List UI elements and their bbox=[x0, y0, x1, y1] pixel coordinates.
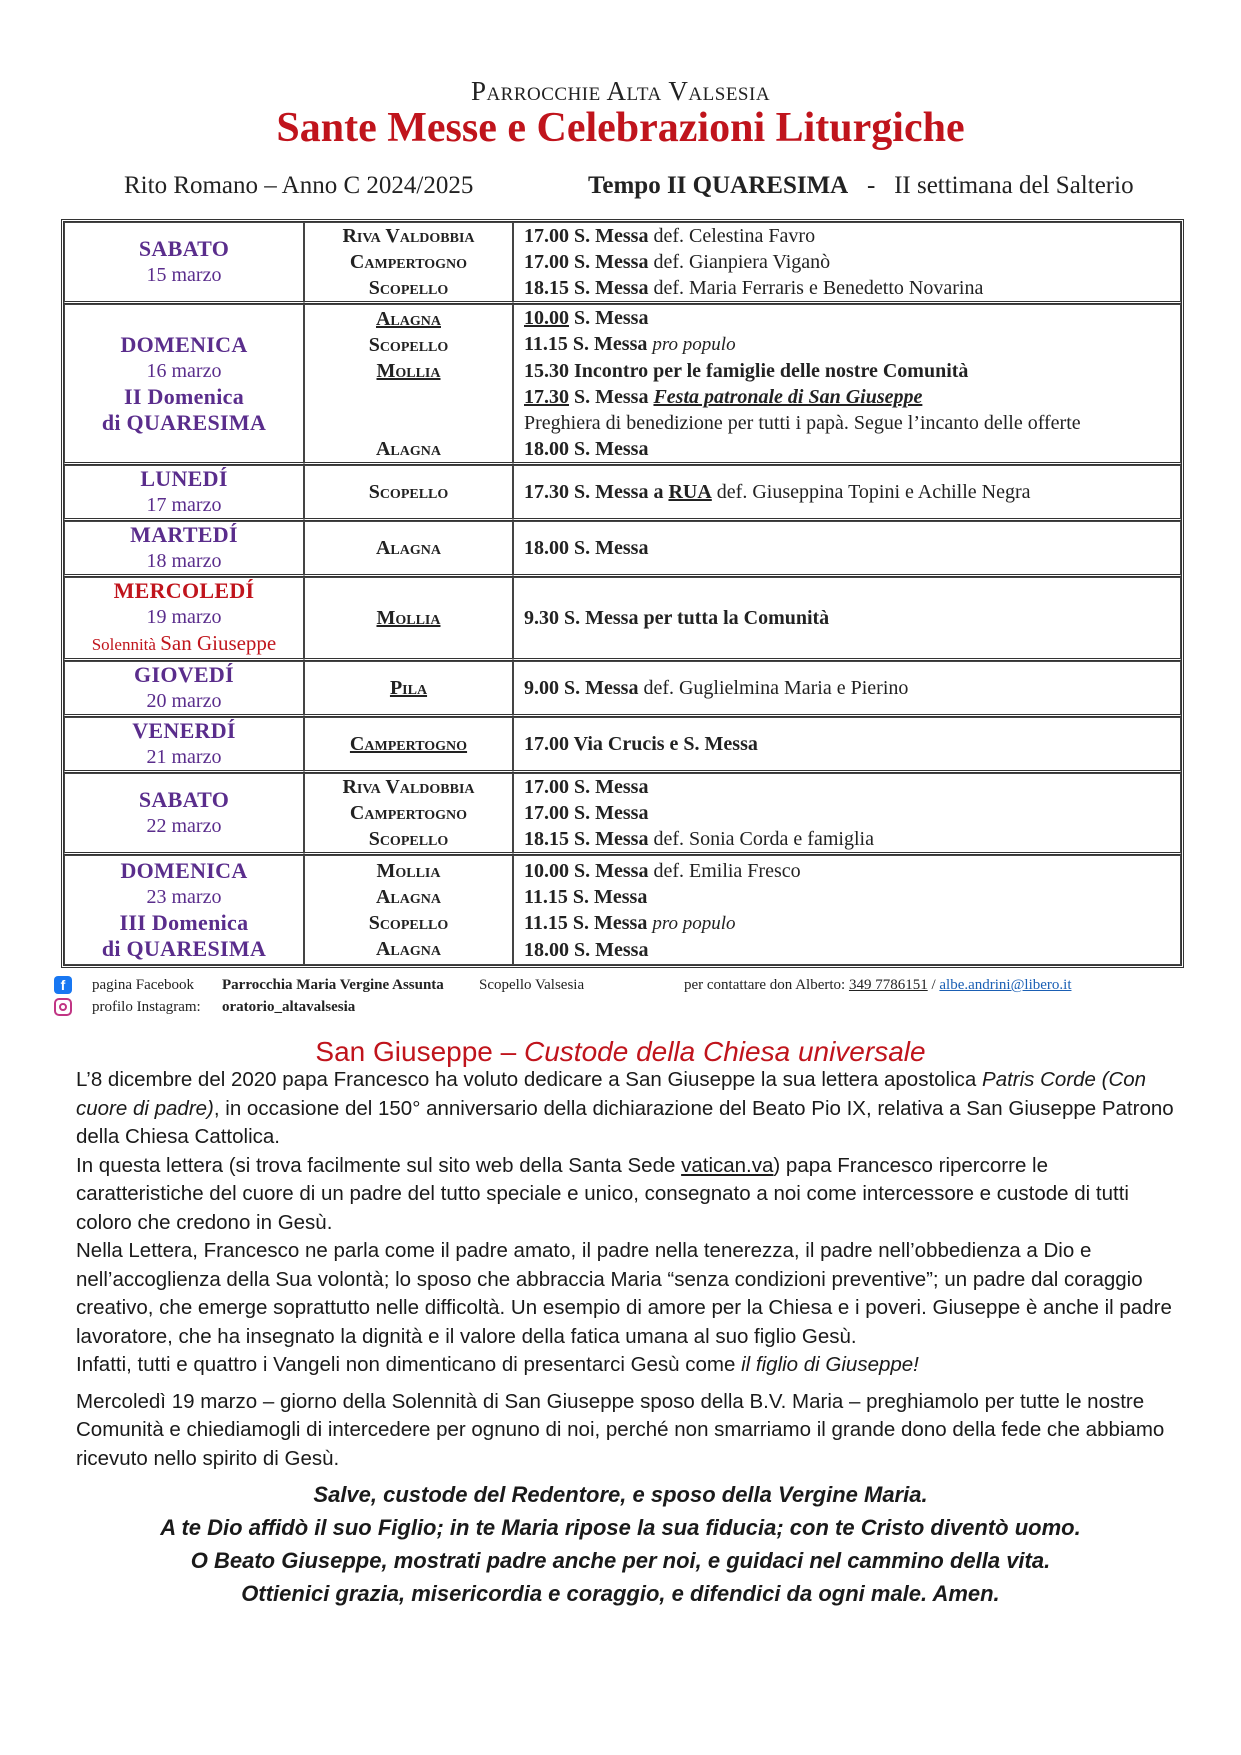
emphasis-text: il figlio di Giuseppe! bbox=[741, 1353, 919, 1376]
day-cell bbox=[64, 661, 304, 717]
schedule-row-sun16 bbox=[64, 304, 1181, 465]
event-line bbox=[524, 774, 1180, 800]
place-cell bbox=[304, 773, 513, 855]
event-line bbox=[524, 800, 1180, 826]
place: Mollia bbox=[376, 607, 441, 629]
place-cell bbox=[304, 577, 513, 661]
event-line bbox=[524, 910, 1180, 937]
place: Alagna bbox=[375, 938, 441, 960]
schedule-row-sat22 bbox=[64, 773, 1181, 855]
event-text: Preghiera di benedizione per tutti i papà. Segue l’incanto delle offerte bbox=[524, 412, 1081, 434]
instagram-label: profilo Instagram: bbox=[92, 999, 201, 1015]
event-note: Festa patronale di San Giuseppe bbox=[653, 386, 923, 408]
article-paragraph bbox=[76, 1237, 1176, 1380]
event-line bbox=[524, 858, 1180, 884]
event-title: 10.00 S. Messa bbox=[524, 859, 649, 882]
event-title: S. Messa bbox=[572, 333, 648, 355]
place: Scopello bbox=[368, 912, 449, 934]
event-text: 17.00 S. Messa bbox=[524, 802, 649, 824]
article-title-sub: Custode della Chiesa universale bbox=[524, 1036, 926, 1067]
facebook-icon[interactable]: f bbox=[54, 976, 72, 994]
event-line bbox=[524, 436, 1180, 462]
schedule-row-tue18 bbox=[64, 521, 1181, 577]
day-name: VENERDÍ bbox=[132, 718, 236, 743]
place-cell bbox=[304, 661, 513, 717]
place: Riva Valdobbia bbox=[342, 225, 475, 247]
event-title: 11.15 S. Messa bbox=[524, 911, 648, 934]
facebook-label: pagina Facebook bbox=[92, 977, 195, 993]
place: Campertogno bbox=[349, 733, 468, 755]
day-name: MERCOLEDÍ bbox=[113, 578, 255, 603]
vatican-link[interactable]: vatican.va bbox=[681, 1153, 774, 1177]
event-text: 18.00 S. Messa bbox=[524, 537, 649, 559]
place: Scopello bbox=[368, 481, 449, 503]
paragraph-text: Infatti, tutti e quattro i Vangeli non dimenticano di presentarci Gesù come bbox=[76, 1353, 736, 1376]
day-cell bbox=[64, 521, 304, 577]
prayer-block bbox=[0, 1478, 1241, 1610]
events-cell bbox=[513, 855, 1181, 965]
place: Campertogno bbox=[349, 802, 468, 824]
day-cell bbox=[64, 304, 304, 465]
event-note: def. Gianpiera Viganò bbox=[653, 251, 831, 273]
place-cell bbox=[304, 465, 513, 521]
event-line bbox=[524, 331, 1180, 358]
event-line bbox=[524, 479, 1180, 505]
contact-separator: / bbox=[931, 977, 936, 993]
event-line bbox=[524, 884, 1180, 910]
facebook-page-name[interactable]: Parrocchia Maria Vergine Assunta bbox=[222, 977, 444, 993]
event-time: 18.15 bbox=[524, 277, 569, 299]
event-line bbox=[524, 223, 1180, 249]
place: Scopello bbox=[368, 828, 449, 850]
event-time: 10.00 bbox=[524, 307, 569, 329]
event-line bbox=[524, 605, 1180, 631]
place: Alagna bbox=[375, 886, 441, 908]
event-location: RUA bbox=[668, 481, 712, 503]
place: Alagna bbox=[375, 437, 441, 460]
instagram-handle[interactable]: oratorio_altavalsesia bbox=[222, 999, 356, 1015]
events-cell bbox=[513, 304, 1181, 465]
day-cell bbox=[64, 465, 304, 521]
event-note: def. Giuseppina Topini e Achille Negra bbox=[716, 481, 1031, 503]
event-line bbox=[524, 937, 1180, 963]
day-cell bbox=[64, 577, 304, 661]
paragraph-text: In questa lettera (si trova facilmente sul sito web della Santa Sede bbox=[76, 1153, 676, 1177]
day-date: 18 marzo bbox=[146, 550, 222, 572]
event-note: def. Guglielmina Maria e Pierino bbox=[643, 677, 909, 699]
prayer-line: Salve, custode del Redentore, e sposo della Vergine Maria. bbox=[313, 1482, 928, 1507]
place: Scopello bbox=[368, 333, 449, 356]
events-cell bbox=[513, 577, 1181, 661]
events-cell bbox=[513, 222, 1181, 304]
events-cell bbox=[513, 465, 1181, 521]
events-cell bbox=[513, 521, 1181, 577]
schedule-row-fri21 bbox=[64, 717, 1181, 773]
facebook-row bbox=[54, 974, 1184, 996]
day-name: GIOVEDÍ bbox=[134, 662, 234, 687]
event-line bbox=[524, 535, 1180, 561]
day-date: 22 marzo bbox=[146, 815, 222, 837]
article-body bbox=[76, 1066, 1176, 1473]
event-time: 11.15 bbox=[524, 333, 568, 355]
event-time: 17.00 bbox=[524, 225, 569, 247]
day-name: DOMENICA bbox=[120, 858, 248, 883]
day-date: 21 marzo bbox=[146, 746, 222, 768]
day-cell bbox=[64, 717, 304, 773]
event-title: 18.15 S. Messa bbox=[524, 828, 649, 850]
article-paragraph: Mercoledì 19 marzo – giorno della Solennità di San Giuseppe sposo della B.V. Maria – preghiamolo per tutte le nostre Comunità e chiediamogli di intercedere per ognuno di noi, perché non smarriamo il grande dono della fede che abbiamo ricevuto nello spirito di Gesù. bbox=[76, 1389, 1165, 1470]
place-cell bbox=[304, 222, 513, 304]
contact-footer bbox=[54, 974, 1184, 1018]
event-note: pro populo bbox=[652, 334, 736, 355]
contact-label: per contattare don Alberto: bbox=[684, 977, 846, 993]
day-name: LUNEDÍ bbox=[140, 466, 228, 491]
instagram-icon[interactable] bbox=[54, 998, 72, 1016]
day-cell bbox=[64, 222, 304, 304]
instagram-row bbox=[54, 996, 1184, 1018]
event-time: 18.00 bbox=[524, 438, 569, 460]
event-line bbox=[524, 384, 1180, 410]
day-date: 17 marzo bbox=[146, 494, 222, 516]
day-name: SABATO bbox=[138, 787, 230, 812]
event-text: 18.00 S. Messa bbox=[524, 938, 649, 961]
liturgical-day: II Domenica bbox=[123, 383, 244, 409]
paragraph-text: Nella Lettera, Francesco ne parla come il padre amato, il padre nella tenerezza, il padre nell’obbedienza a Dio e nell’accoglienza della Sua volontà; lo sposo che abbraccia Maria “senza condizioni preventive”; un padre dal coraggio creativo, che emerge soprattutto nelle difficoltà. Un esempio di amore per la Chiesa e i poveri. Giuseppe è anche il padre lavoratore, che ha insegnato la dignità e il valore della fatica umana al suo figlio Gesù. bbox=[76, 1239, 1172, 1348]
liturgical-season-line bbox=[588, 172, 1134, 200]
events-cell bbox=[513, 717, 1181, 773]
prayer-line: A te Dio affidò il suo Figlio; in te Maria ripose la sua fiducia; con te Cristo diventò uomo. bbox=[160, 1515, 1081, 1540]
place: Pila bbox=[389, 677, 428, 699]
event-line bbox=[524, 249, 1180, 275]
day-cell bbox=[64, 773, 304, 855]
day-date: 23 marzo bbox=[146, 886, 222, 908]
event-title: S. Messa bbox=[574, 225, 649, 247]
place-cell bbox=[304, 521, 513, 577]
season-dash: - bbox=[866, 172, 876, 199]
event-title: S. Messa bbox=[574, 277, 649, 299]
day-date: 20 marzo bbox=[146, 690, 222, 712]
prayer-line: Ottienici grazia, misericordia e coraggio, e difendici da ogni male. Amen. bbox=[241, 1581, 1000, 1606]
phone-number[interactable]: 349 7786151 bbox=[848, 977, 928, 993]
event-note: def. Emilia Fresco bbox=[653, 859, 801, 882]
event-line bbox=[524, 275, 1180, 301]
event-line bbox=[524, 731, 1180, 757]
liturgical-season: di QUARESIMA bbox=[101, 936, 267, 961]
place: Scopello bbox=[368, 277, 449, 299]
event-text: 17.00 Via Crucis e S. Messa bbox=[524, 733, 758, 755]
event-note: def. Maria Ferraris e Benedetto Novarina bbox=[653, 277, 984, 299]
paragraph-text: , in occasione del 150° anniversario della dichiarazione del Beato Pio IX, relativa a San Giuseppe Patrono della Chiesa Cattolica. bbox=[76, 1096, 1174, 1148]
parish-kicker: Parrocchie Alta Valsesia bbox=[470, 76, 771, 106]
contact-info bbox=[684, 977, 1071, 994]
day-cell bbox=[64, 855, 304, 965]
rite-year: Rito Romano – Anno C 2024/2025 bbox=[124, 172, 474, 199]
event-line bbox=[524, 675, 1180, 701]
schedule-row-mon17 bbox=[64, 465, 1181, 521]
place: Riva Valdobbia bbox=[342, 776, 475, 798]
event-title: S. Messa bbox=[574, 438, 649, 460]
paragraph-text: L’8 dicembre del 2020 papa Francesco ha voluto dedicare a San Giuseppe la sua lettera apostolica bbox=[76, 1068, 977, 1091]
article-title-main: San Giuseppe – bbox=[315, 1036, 517, 1067]
event-title: 17.30 S. Messa a bbox=[524, 481, 664, 503]
psalter-week: II settimana del Salterio bbox=[894, 172, 1134, 199]
event-title: 9.00 S. Messa bbox=[524, 677, 639, 699]
email-link[interactable]: albe.andrini@libero.it bbox=[939, 977, 1072, 993]
letter-title: Patris Corde (Con cuore di padre) bbox=[76, 1068, 1147, 1120]
solemnity-saint: San Giuseppe bbox=[160, 631, 277, 655]
article-paragraph bbox=[76, 1066, 1176, 1152]
place: Alagna bbox=[375, 537, 441, 559]
event-line bbox=[524, 826, 1180, 852]
schedule-row-sun23 bbox=[64, 855, 1181, 965]
event-text: 9.30 S. Messa per tutta la Comunità bbox=[524, 607, 830, 629]
event-note: def. Celestina Favro bbox=[653, 225, 816, 247]
place: Campertogno bbox=[349, 251, 468, 273]
article-paragraph bbox=[76, 1152, 1176, 1238]
paragraph-text: ) papa Francesco ripercorre le caratteristiche del cuore di un padre del tutto speciale e unico, consegnato a noi come intercessore e custode di tutti coloro che credono in Gesù. bbox=[76, 1153, 1129, 1234]
event-line bbox=[524, 358, 1180, 384]
place-cell bbox=[304, 717, 513, 773]
event-line bbox=[524, 305, 1180, 331]
event-note: def. Sonia Corda e famiglia bbox=[653, 828, 874, 850]
event-time: 17.00 bbox=[524, 251, 569, 273]
events-cell bbox=[513, 661, 1181, 717]
schedule-row-thu20 bbox=[64, 661, 1181, 717]
page-title: Sante Messe e Celebrazioni Liturgiche bbox=[276, 105, 965, 151]
event-text: 11.15 S. Messa bbox=[524, 885, 648, 908]
place-spacer bbox=[305, 384, 512, 436]
day-name: MARTEDÍ bbox=[130, 522, 238, 547]
solemnity-label bbox=[65, 630, 303, 658]
prayer-line: O Beato Giuseppe, mostrati padre anche per noi, e guidaci nel cammino della vita. bbox=[190, 1548, 1051, 1573]
article-title bbox=[0, 1036, 1241, 1068]
solemnity-word: Solennità bbox=[91, 635, 156, 654]
event-text: 15.30 Incontro per le famiglie delle nostre Comunità bbox=[524, 360, 969, 382]
day-date: 16 marzo bbox=[146, 359, 222, 382]
day-name: DOMENICA bbox=[120, 331, 248, 357]
event-note: pro populo bbox=[652, 912, 736, 934]
facebook-page-place: Scopello Valsesia bbox=[479, 977, 585, 993]
place: Alagna bbox=[375, 307, 441, 330]
schedule-row-wed19 bbox=[64, 577, 1181, 661]
mass-schedule-table bbox=[61, 219, 1184, 968]
day-name: SABATO bbox=[138, 236, 230, 261]
events-cell bbox=[513, 773, 1181, 855]
place-cell bbox=[304, 304, 513, 465]
event-text: 17.00 S. Messa bbox=[524, 776, 649, 798]
place-cell bbox=[304, 855, 513, 965]
day-date: 15 marzo bbox=[146, 264, 222, 286]
event-line bbox=[524, 410, 1180, 436]
liturgical-day: III Domenica bbox=[119, 910, 249, 935]
event-title: S. Messa bbox=[574, 386, 649, 408]
day-date: 19 marzo bbox=[146, 606, 222, 628]
place: Mollia bbox=[376, 359, 441, 382]
liturgical-season: Tempo II QUARESIMA bbox=[588, 172, 849, 199]
schedule-row-sat15 bbox=[64, 222, 1181, 304]
place: Mollia bbox=[376, 860, 441, 882]
event-title: S. Messa bbox=[574, 251, 649, 273]
event-time: 17.30 bbox=[524, 386, 569, 408]
event-title: S. Messa bbox=[574, 307, 649, 329]
liturgical-season: di QUARESIMA bbox=[101, 409, 267, 435]
